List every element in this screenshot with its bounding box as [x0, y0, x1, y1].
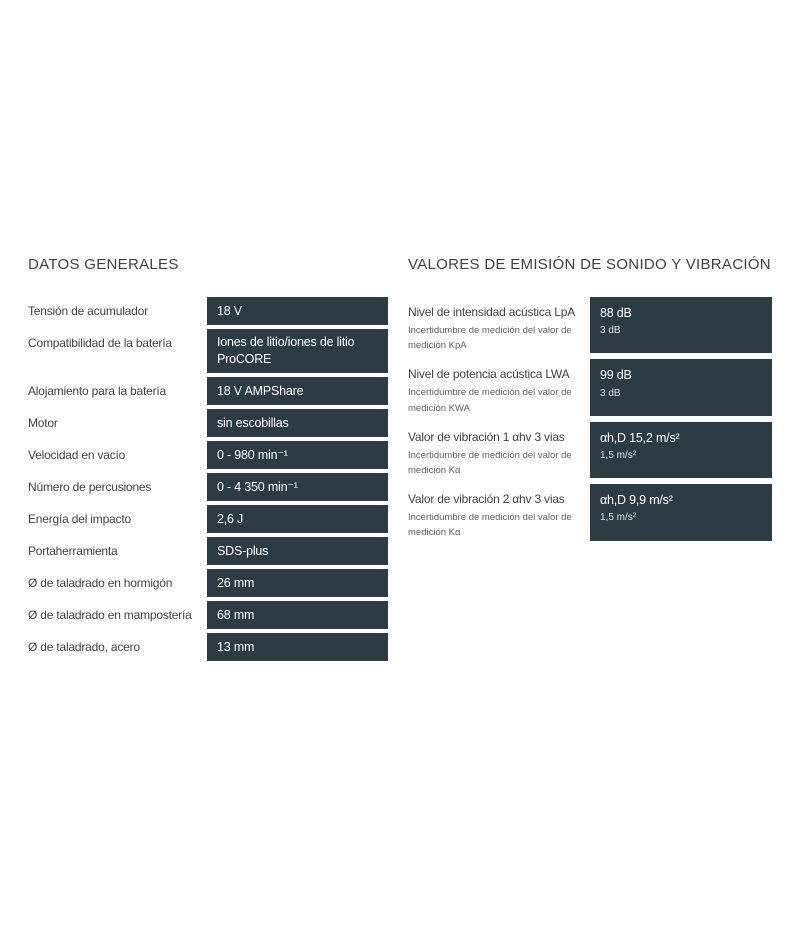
emission-value-box [590, 484, 772, 540]
emission-uncertainty-value: 3 dB [600, 325, 621, 337]
emission-uncertainty-value: 1,5 m/s² [600, 512, 637, 524]
spec-label: Ø de taladrado en hormigón [28, 576, 173, 590]
spec-label: Número de percusiones [28, 480, 152, 494]
emission-row [408, 297, 772, 353]
spec-value-box: 18 V AMPShare [207, 377, 388, 405]
emission-label: Valor de vibración 2 αhv 3 vias [408, 492, 565, 507]
spec-label: Velocidad en vacío [28, 448, 126, 462]
emission-label-group [408, 422, 590, 478]
spec-label: Portaherramienta [28, 544, 118, 558]
spec-row [28, 329, 388, 373]
spec-value-box: 18 V [207, 297, 388, 325]
spec-value-box: 0 - 980 min⁻¹ [207, 441, 388, 469]
spec-value-box: sin escobillas [207, 409, 388, 437]
emission-values-section [408, 256, 772, 665]
emission-uncertainty-label: Incertidumbre de medición del valor de medición KpA [408, 325, 572, 352]
spec-row [28, 601, 388, 629]
emission-value: αh,D 15,2 m/s² [600, 430, 680, 445]
emission-label-group [408, 484, 590, 540]
spec-row [28, 505, 388, 533]
emission-uncertainty-label: Incertidumbre de medición del valor de medición KWA [408, 387, 572, 414]
general-data-section [28, 256, 388, 665]
emission-values-title: VALORES DE EMISIÓN DE SONIDO Y VIBRACIÓN [408, 256, 771, 273]
spec-label: Ø de taladrado en mampostería [28, 608, 192, 622]
spec-value-box: Iones de litio/iones de litio ProCORE [207, 329, 388, 373]
spec-label: Alojamiento para la batería [28, 384, 167, 398]
spec-row [28, 297, 388, 325]
spec-row [28, 377, 388, 405]
spec-row [28, 569, 388, 597]
spec-row [28, 409, 388, 437]
emission-label: Valor de vibración 1 αhv 3 vias [408, 429, 565, 444]
spec-value-box: 13 mm [207, 633, 388, 661]
emission-uncertainty-label: Incertidumbre de medición del valor de medición Kα [408, 512, 572, 539]
spec-value-box: 0 - 4 350 min⁻¹ [207, 473, 388, 501]
general-data-title: DATOS GENERALES [28, 256, 179, 273]
emission-uncertainty-label: Incertidumbre de medición del valor de medición Kα [408, 449, 572, 476]
emission-label-group [408, 297, 590, 353]
emission-uncertainty-value: 1,5 m/s² [600, 450, 637, 461]
spec-value-box: 68 mm [207, 601, 388, 629]
emission-values-rows [408, 297, 772, 541]
emission-value: 88 dB [600, 306, 632, 320]
spec-row [28, 441, 388, 469]
spec-row [28, 633, 388, 661]
general-data-rows [28, 297, 388, 661]
emission-label-group [408, 359, 590, 415]
spec-label: Energía del impacto [28, 512, 131, 526]
spec-row [28, 473, 388, 501]
emission-label: Nivel de intensidad acústica LpA [408, 305, 576, 319]
spec-value-box: 26 mm [207, 569, 388, 597]
spec-label: Tensión de acumulador [28, 304, 148, 318]
spec-label: Motor [28, 416, 58, 430]
spec-value-box: SDS-plus [207, 537, 388, 565]
emission-row [408, 359, 772, 415]
emission-value-box [590, 297, 772, 353]
emission-uncertainty-value: 3 dB [600, 387, 621, 399]
emission-label: Nivel de potencia acústica LWA [408, 367, 570, 382]
spec-label: Ø de taladrado, acero [28, 640, 140, 654]
emission-value: 99 dB [600, 368, 632, 383]
emission-value-box [590, 359, 772, 415]
emission-row [408, 422, 772, 478]
emission-row [408, 484, 772, 540]
spec-row [28, 537, 388, 565]
spec-value-box: 2,6 J [207, 505, 388, 533]
emission-value: αh,D 9,9 m/s² [600, 493, 673, 508]
spec-label: Compatibilidad de la batería [28, 336, 172, 350]
emission-value-box [590, 422, 772, 478]
